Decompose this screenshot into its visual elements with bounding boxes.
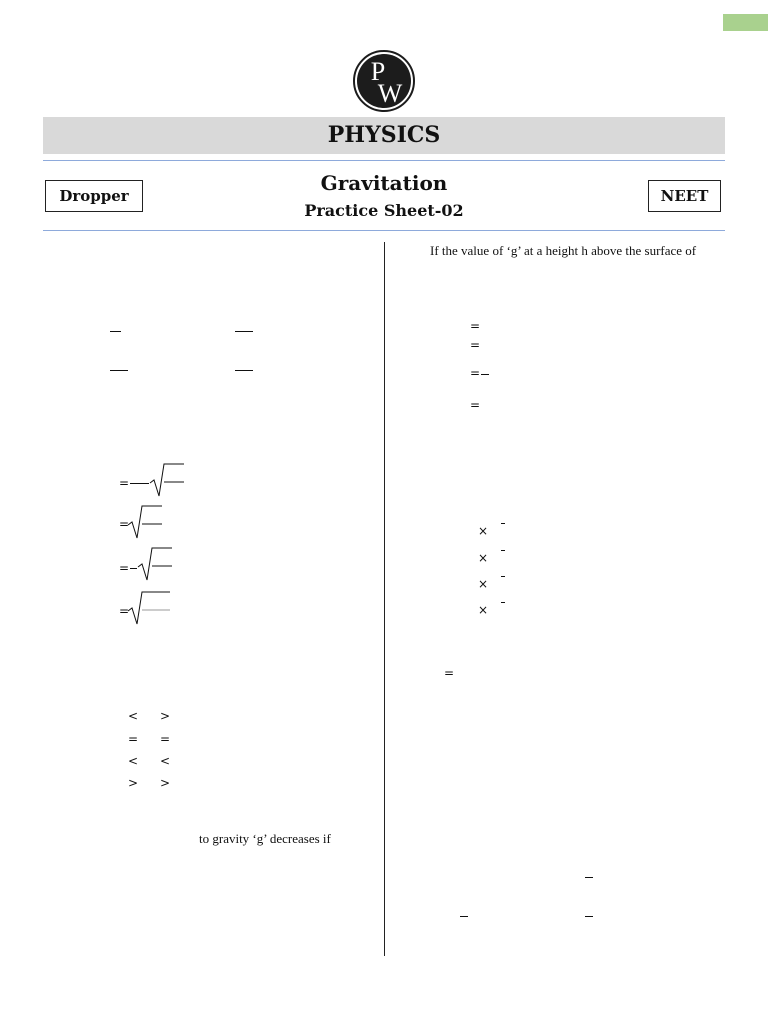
fraction-bar (460, 916, 468, 917)
minus-bar (501, 602, 505, 603)
fraction-bar (235, 331, 253, 332)
less-than-symbol: < (160, 754, 171, 768)
greater-than-symbol: > (128, 776, 139, 790)
batch-box: Dropper (45, 180, 143, 212)
sheet-title: Practice Sheet-02 (304, 201, 464, 220)
equals-symbol: = (119, 604, 130, 618)
header-rule-top (43, 160, 725, 161)
sqrt-icon (138, 547, 174, 583)
minus-bar (501, 576, 505, 577)
header-rule-bottom (43, 230, 725, 231)
logo-letter-p: P (370, 57, 386, 86)
times-symbol: × (478, 524, 489, 538)
question-fragment-gravity: to gravity ‘g’ decreases if (199, 831, 331, 846)
sqrt-icon (128, 591, 172, 627)
equals-symbol: = (470, 338, 481, 352)
subject-title: PHYSICS (327, 122, 441, 148)
question-fragment-height: If the value of ‘g’ at a height h above the surface of (430, 243, 697, 258)
less-than-symbol: < (128, 709, 139, 723)
fraction-bar (130, 568, 137, 569)
fraction-bar (130, 483, 149, 484)
equals-symbol: = (119, 476, 130, 490)
equals-symbol: = (119, 561, 130, 575)
equals-symbol: = (119, 517, 130, 531)
less-than-symbol: < (128, 754, 139, 768)
fraction-bar (110, 370, 128, 371)
equals-symbol: = (160, 732, 171, 746)
chapter-title: Gravitation (320, 171, 448, 195)
fraction-bar (110, 331, 121, 332)
equals-symbol: = (128, 732, 139, 746)
exam-box: NEET (648, 180, 721, 212)
fraction-bar (235, 370, 253, 371)
equals-symbol: = (444, 666, 455, 680)
fraction-bar (585, 916, 593, 917)
fraction-bar (481, 374, 489, 375)
greater-than-symbol: > (160, 709, 171, 723)
equals-symbol: = (470, 319, 481, 333)
sqrt-icon (128, 505, 164, 541)
column-divider (384, 242, 385, 956)
equals-symbol: = (470, 366, 481, 380)
greater-than-symbol: > (160, 776, 171, 790)
subject-band (43, 117, 725, 154)
sqrt-icon (150, 463, 186, 499)
logo-letter-w: W (377, 79, 403, 108)
equals-symbol: = (470, 398, 481, 412)
fraction-bar (585, 877, 593, 878)
pw-logo (353, 50, 415, 112)
minus-bar (501, 523, 505, 524)
minus-bar (501, 550, 505, 551)
corner-tag (723, 14, 768, 31)
times-symbol: × (478, 551, 489, 565)
times-symbol: × (478, 603, 489, 617)
times-symbol: × (478, 577, 489, 591)
